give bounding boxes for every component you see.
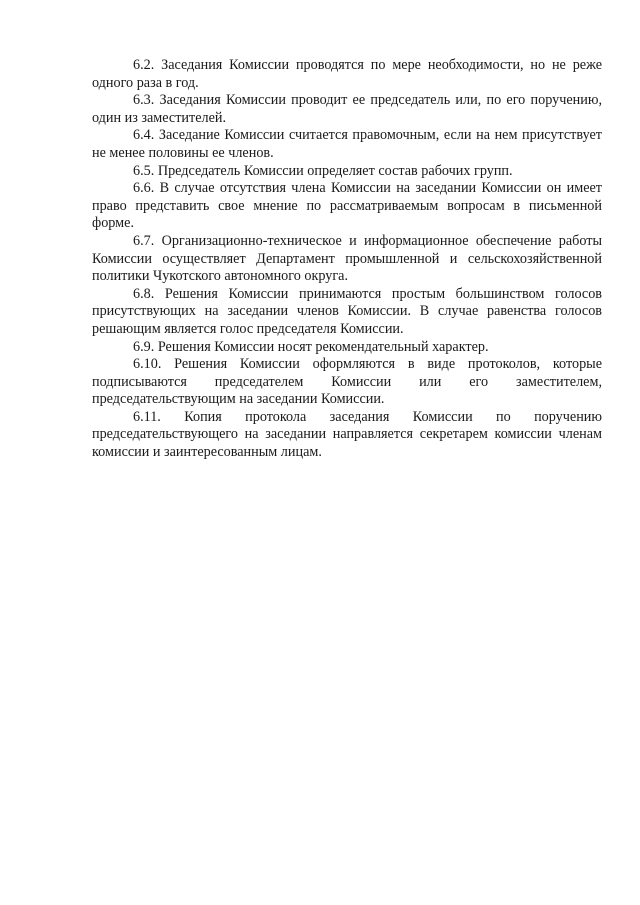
paragraph-6-2: 6.2. Заседания Комиссии проводятся по мере необходимости, но не реже одного раза в год. — [92, 57, 602, 91]
paragraph-6-10: 6.10. Решения Комиссии оформляются в виде протоколов, которые подписываются председателем Комиссии или его заместителем, председательствующим на заседании Комиссии. — [92, 356, 602, 408]
paragraph-6-3: 6.3. Заседания Комиссии проводит ее председатель или, по его поручению, один из заместителей. — [92, 92, 602, 126]
document-page — [92, 57, 602, 462]
paragraph-6-6: 6.6. В случае отсутствия члена Комиссии на заседании Комиссии он имеет право представить свое мнение по рассматриваемым вопросам в письменной форме. — [92, 180, 602, 232]
paragraph-6-4: 6.4. Заседание Комиссии считается правомочным, если на нем присутствует не менее половины ее членов. — [92, 127, 602, 161]
paragraph-6-7: 6.7. Организационно-техническое и информационное обеспечение работы Комиссии осуществляет Департамент промышленной и сельскохозяйственной политики Чукотского автономного округа. — [92, 232, 602, 285]
paragraph-6-8: 6.8. Решения Комиссии принимаются простым большинством голосов присутствующих на заседании членов Комиссии. В случае равенства голосов решающим является голос председателя Комиссии. — [92, 285, 602, 337]
paragraph-6-11: 6.11. Копия протокола заседания Комиссии по поручению председательствующего на заседании направляется секретарем комиссии членам комиссии и заинтересованным лицам. — [92, 408, 602, 461]
paragraph-6-5: 6.5. Председатель Комиссии определяет состав рабочих групп. — [133, 162, 513, 179]
paragraph-6-9: 6.9. Решения Комиссии носят рекомендательный характер. — [133, 338, 489, 355]
